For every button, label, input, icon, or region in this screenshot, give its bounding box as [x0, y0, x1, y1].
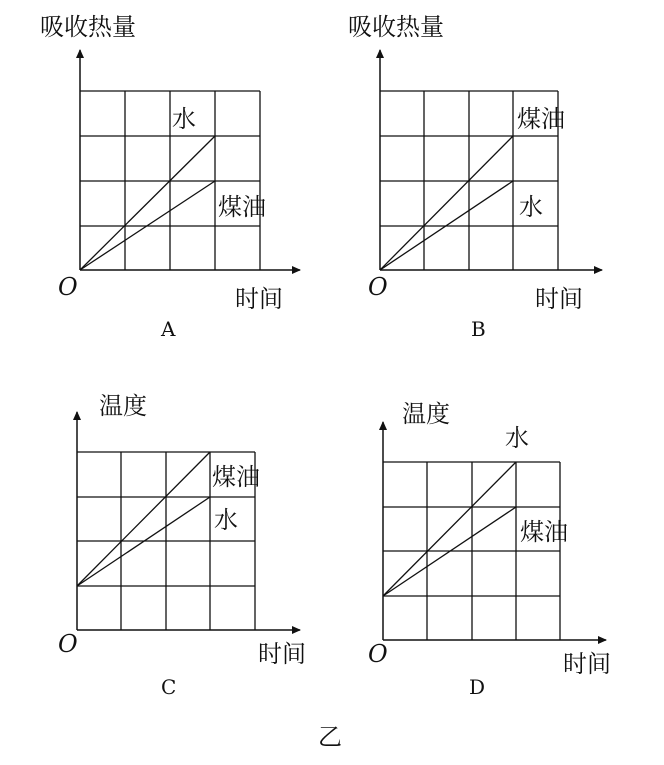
panel-D-grid — [383, 462, 560, 640]
panel-D-line-water — [383, 462, 516, 596]
panel-D — [368, 400, 611, 699]
panel-B-label-water: 水 — [519, 193, 543, 221]
panel-B-ylabel: 吸收热量 — [348, 13, 444, 41]
panel-A-line-water — [80, 136, 215, 270]
panel-D-label-water: 水 — [505, 424, 529, 452]
panel-C-label-kerosene: 煤油 — [212, 463, 260, 491]
panel-B — [348, 13, 602, 341]
panel-D-origin: O — [368, 640, 388, 668]
panel-D-xlabel: 时间 — [563, 650, 611, 678]
panel-A-origin: O — [58, 273, 78, 301]
panel-C-line-kerosene — [77, 452, 210, 586]
panel-C-xlabel: 时间 — [258, 640, 306, 668]
panel-B-label-kerosene: 煤油 — [517, 105, 565, 133]
panel-A-ylabel: 吸收热量 — [40, 13, 136, 41]
panel-B-line-kerosene — [380, 136, 513, 270]
panel-C-ylabel: 温度 — [99, 392, 147, 420]
panel-A-label-kerosene: 煤油 — [218, 193, 266, 221]
panel-C-caption: C — [161, 675, 177, 699]
panel-A-caption: A — [161, 317, 176, 341]
panel-D-caption: D — [469, 675, 486, 699]
panel-A — [40, 13, 300, 341]
panel-D-ylabel: 温度 — [402, 400, 450, 428]
panel-D-label-kerosene: 煤油 — [520, 518, 568, 546]
panel-C-label-water: 水 — [214, 506, 238, 534]
panel-A-label-water: 水 — [172, 105, 196, 133]
panel-A-xlabel: 时间 — [235, 285, 283, 313]
figure-label: 乙 — [318, 723, 342, 751]
panel-C — [58, 392, 306, 699]
panel-B-caption: B — [471, 317, 486, 341]
panel-C-origin: O — [58, 630, 78, 658]
panel-B-xlabel: 时间 — [535, 285, 583, 313]
panel-B-origin: O — [368, 273, 388, 301]
